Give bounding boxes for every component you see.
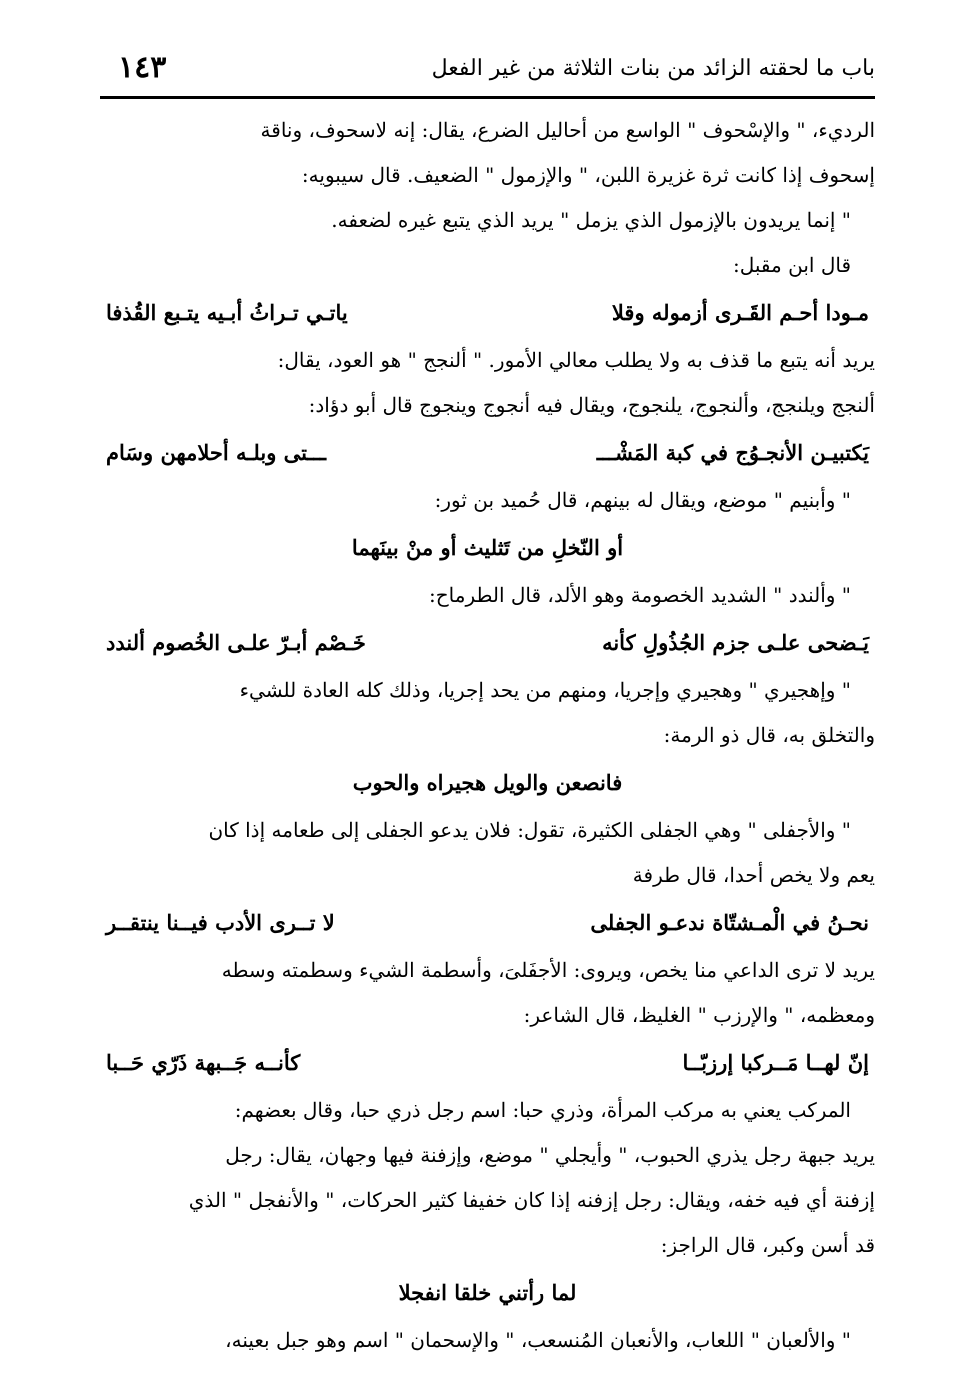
text-line: يريد لا ترى الداعي منا يخص، ويروى: الأجفَلىَ، وأسطمة الشيء وسطمته وسطه bbox=[221, 958, 875, 982]
verse-hemistich-right: نحـنُ في الْمـشتّاة ندعـو الجفلى bbox=[590, 910, 869, 935]
text-line: " إنما يريدون بالإزمول الذي يزمل " يريد الذي يتبع غيره لضعفه. bbox=[331, 208, 851, 232]
text-line: ألنجج ويلنجج، وألنجوج، يلنجوج، ويقال فيه أنجوج وينجوج قال أبو دؤاد: bbox=[308, 393, 875, 417]
text-line: يريد أنه يتبع ما قذف به ولا يطلب معالي الأمور. " ألنجج " هو العود، يقال: bbox=[277, 348, 875, 372]
verse-line bbox=[100, 898, 875, 948]
verse-hemistich: فانصعن والويل هجيراه والحوب bbox=[352, 770, 623, 795]
verse-line bbox=[100, 618, 875, 668]
text-line: الرديء، " والإسْحوف " الواسع من أحاليل الضرع، يقال: إنه لاسحوف، وناقة bbox=[260, 118, 875, 142]
verse-hemistich-right: يَكتبيـن الأنجـوُج في كبة المَشْـــ bbox=[596, 440, 869, 465]
verse-line bbox=[100, 523, 875, 573]
verse-line bbox=[100, 758, 875, 808]
text-line: إزفنة أي فيه خفه، ويقال: رجل إزفنه إذا كان خفيفا كثير الحركات، " والأنفجل " الذي bbox=[188, 1188, 875, 1212]
verse-hemistich-right: مـودا أحـم القَـرى أزموله وقلا bbox=[611, 300, 869, 325]
text-line: " وأبنيم " موضع، ويقال له بينهم، قال حُميد بن ثور: bbox=[434, 488, 851, 512]
verse-hemistich: لما رأتني خلقا انفجلا bbox=[398, 1280, 577, 1305]
verse-hemistich-right: إنّ لهــا مَــركبا إرزبّــا bbox=[682, 1050, 869, 1075]
verse-hemistich-left: كأنــه جَــبهة ذَرّي حَــبا bbox=[106, 1050, 301, 1075]
verse-hemistich-left: لا تــرى الأدب فيــنا ينتقــر bbox=[106, 910, 335, 935]
verse-line bbox=[100, 1038, 875, 1088]
verse-hemistich: أو النّخلِ من تَثليث أو منْ بينَهما bbox=[351, 535, 624, 560]
page-number: ١٤٣ bbox=[118, 50, 167, 85]
page-body bbox=[100, 108, 875, 1363]
verse-hemistich-left: خَـصْم أبـرّ علـى الخُصوم ألندد bbox=[106, 630, 366, 655]
chapter-title: باب ما لحقته الزائد من بنات الثلاثة من غير الفعل bbox=[431, 56, 875, 81]
verse-hemistich-right: يَـضحى علـى جزم الجُذُولِ كأنه bbox=[602, 630, 869, 655]
verse-hemistich-left: ـــتى وبلـه أحلامهن وسَام bbox=[106, 440, 326, 465]
text-line: " وألندد " الشديد الخصومة وهو الألد، قال الطرماح: bbox=[428, 583, 851, 607]
verse-line bbox=[100, 288, 875, 338]
text-line: قد أسن وكبر، قال الراجز: bbox=[660, 1233, 875, 1257]
text-line: إسحوف إذا كانت ثرة غزيرة اللبن، " والإزمول " الضعيف. قال سيبويه: bbox=[301, 163, 875, 187]
text-line: يعم ولا يخص أحدا، قال طرفة bbox=[632, 863, 875, 887]
text-line: قال ابن مقبل: bbox=[733, 253, 851, 277]
text-line: يريد جبهة رجل يذري الحبوب، " وأيجلي " موضع، وإزفنة فيها وجهان، يقال: رجل bbox=[225, 1143, 875, 1167]
text-line: " والألعبان " اللعاب، والأنعبان المُنسعب، " والإسحمان " اسم وهو جبل بعينه، bbox=[225, 1328, 851, 1352]
page-header bbox=[100, 50, 875, 94]
text-line: " والأجفلى " وهي الجفلى الكثيرة، تقول: فلان يدعو الجفلى إلى طعامه إذا كان bbox=[208, 818, 851, 842]
text-line: " وإهجيري " وهجيري وإجريا، ومنهم من يحد إجريا، وذلك كله العادة للشيء bbox=[239, 678, 851, 702]
text-line: المركب يعني به مركب المرأة، وذري حبا: اسم رجل ذري حبا، وقال بعضهم: bbox=[234, 1098, 851, 1122]
verse-hemistich-left: ياتـي تـراثُ أبـيه يتـبع القُذفا bbox=[106, 300, 348, 325]
text-line: ومعظمه، " والإرزب " الغليظ، قال الشاعر: bbox=[523, 1003, 875, 1027]
verse-line bbox=[100, 1268, 875, 1318]
verse-line bbox=[100, 428, 875, 478]
header-rule bbox=[100, 96, 875, 99]
text-line: والتخلق به، قال ذو الرمة: bbox=[663, 723, 875, 747]
